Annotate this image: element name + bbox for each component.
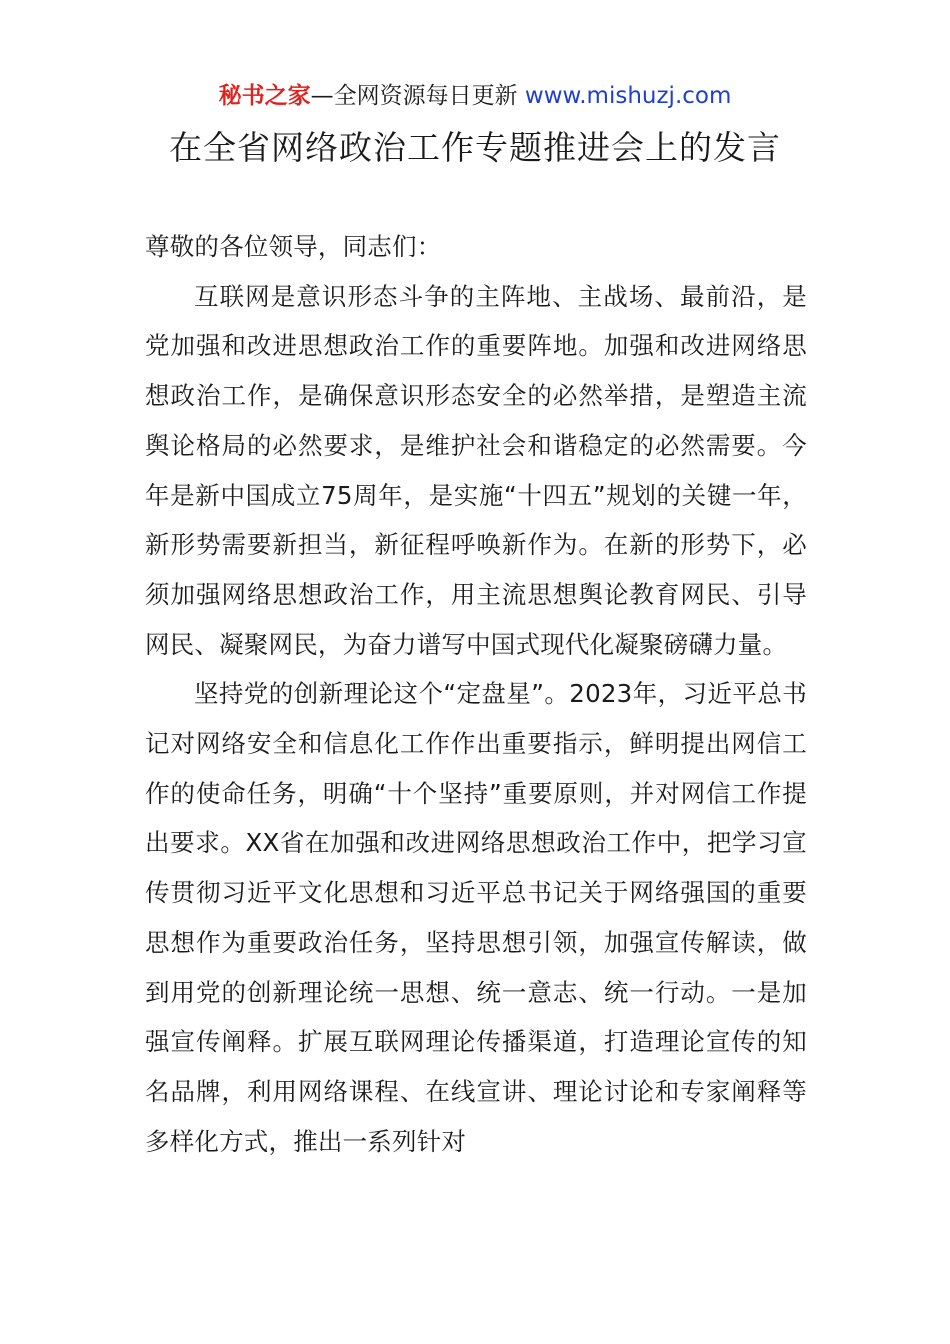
site-url-link[interactable]: www.mishuzj.com bbox=[524, 83, 732, 109]
document-body bbox=[145, 222, 807, 1166]
paragraph: 坚持党的创新理论这个“定盘星”。2023年，习近平总书记对网络安全和信息化工作作出重要指示，鲜明提出网信工作的使命任务，明确“十个坚持”重要原则，并对网信工作提出要求。XX省在加强和改进网络思想政治工作中，把学习宣传贯彻习近平文化思想和习近平总书记关于网络强国的重要思想作为重要政治任务，坚持思想引领，加强宣传解读，做到用党的创新理论统一思想、统一意志、统一行动。一是加强宣传阐释。扩展互联网理论传播渠道，打造理论宣传的知名品牌，利用网络课程、在线宣讲、理论讨论和专家阐释等多样化方式，推出一系列针对 bbox=[145, 679, 807, 1156]
site-header bbox=[0, 80, 950, 112]
salutation: 尊敬的各位领导，同志们： bbox=[145, 232, 442, 261]
header-tagline: —全网资源每日更新 bbox=[310, 83, 518, 109]
paragraph: 互联网是意识形态斗争的主阵地、主战场、最前沿，是党加强和改进思想政治工作的重要阵地。加强和改进网络思想政治工作，是确保意识形态安全的必然举措，是塑造主流舆论格局的必然要求，是维护社会和谐稳定的必然需要。今年是新中国成立75周年，是实施“十四五”规划的关键一年，新形势需要新担当，新征程呼唤新作为。在新的形势下，必须加强网络思想政治工作，用主流思想舆论教育网民、引导网民、凝聚网民，为奋力谱写中国式现代化凝聚磅礴力量。 bbox=[145, 281, 807, 659]
brand-name: 秘书之家 bbox=[218, 83, 311, 109]
document-title: 在全省网络政治工作专题推进会上的发言 bbox=[169, 128, 781, 167]
